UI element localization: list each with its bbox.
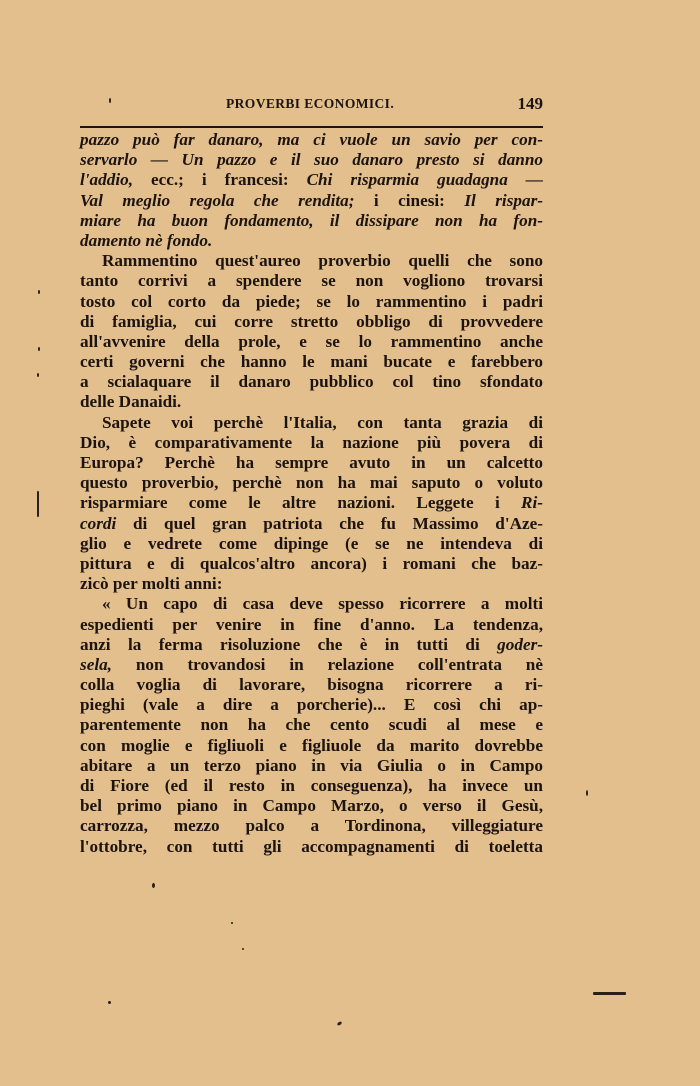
text-line	[80, 514, 543, 534]
text-run: colla voglia di lavorare, bisogna ricorrere a ri-	[80, 675, 543, 695]
scan-speck	[37, 373, 39, 377]
italic-text: sela,	[80, 654, 112, 674]
text-run: di Fiore (ed il resto in conseguenza), ha invece un	[80, 776, 543, 795]
text-line	[80, 837, 543, 857]
text-line	[80, 271, 543, 291]
text-line	[80, 715, 543, 735]
scan-speck	[586, 790, 588, 796]
text-line	[80, 191, 543, 211]
text-line	[80, 372, 543, 392]
italic-text: Il rispar-	[464, 190, 543, 210]
text-run: pieghi (vale a dire a porcherie)... E così chi ap-	[80, 695, 543, 715]
italic-text: Ri-	[521, 493, 543, 513]
text-run: con moglie e figliuoli e figliuole da marito dovrebbe	[80, 735, 543, 755]
text-run: Dio, è comparativamente la nazione più povera di	[80, 432, 543, 452]
text-run: di quel gran patriota che fu Massimo d'Aze-	[116, 513, 543, 533]
scan-speck	[152, 883, 155, 888]
scan-speck	[38, 290, 40, 294]
text-line	[80, 534, 543, 554]
scan-speck	[38, 347, 40, 351]
scan-mark	[593, 992, 626, 995]
text-run: pittura e di qualcos'altro ancora) i romani che baz-	[80, 553, 543, 573]
text-run: zicò per molti anni:	[80, 574, 223, 594]
italic-text: miare ha buon fondamento, il dissipare non ha fon-	[80, 210, 543, 230]
text-run: tanto corrivi a spendere se non vogliono trovarsi	[80, 271, 543, 291]
italic-text: pazzo può far danaro, ma ci vuole un savio per con-	[80, 130, 543, 149]
text-run: ecc.; i francesi:	[133, 170, 307, 190]
italic-text: cordi	[80, 513, 117, 533]
scan-speck	[109, 98, 111, 103]
text-line	[80, 130, 543, 150]
text-line	[80, 796, 543, 816]
scan-speck	[231, 922, 233, 924]
running-head: PROVERBI ECONOMICI.	[226, 96, 395, 111]
scan-speck	[37, 491, 39, 517]
text-run: abitare a un terzo piano in via Giulia o in Campo	[80, 755, 543, 775]
text-run: delle Danaidi.	[80, 392, 182, 412]
text-run: all'avvenire della prole, e se lo rammentino anche	[80, 331, 543, 351]
body-text	[80, 130, 543, 857]
text-run: i cinesi:	[354, 190, 465, 210]
text-run: questo proverbio, perchè non ha mai saputo o voluto	[80, 473, 543, 493]
text-run: glio e vedrete come dipinge (e se ne intendeva di	[80, 533, 543, 553]
scan-speck	[337, 1021, 343, 1026]
italic-text: Chi risparmia guadagna —	[306, 170, 543, 190]
text-run: risparmiare come le altre nazioni. Leggete i	[80, 493, 522, 513]
text-run: « Un capo di casa deve spesso ricorrere a molti	[102, 594, 543, 614]
scan-speck	[242, 948, 244, 950]
text-line	[80, 615, 543, 635]
text-line	[80, 332, 543, 352]
text-run: bel primo piano in Campo Marzo, o verso il Gesù,	[80, 796, 543, 816]
text-run: Sapete voi perchè l'Italia, con tanta grazia di	[102, 412, 543, 432]
text-run: Europa? Perchè ha sempre avuto in un calcetto	[80, 453, 543, 472]
header-rule	[80, 126, 543, 128]
text-line	[80, 816, 543, 836]
text-line	[80, 675, 543, 695]
text-line	[80, 211, 543, 231]
text-line	[80, 736, 543, 756]
text-run: tosto col corto da piede; se lo rammentino i padri	[80, 291, 543, 311]
page-header	[80, 96, 545, 118]
text-run: a scialaquare il danaro pubblico col tino sfondato	[80, 372, 543, 392]
text-line	[80, 756, 543, 776]
text-run: carrozza, mezzo palco a Tordinona, villeggiature	[80, 816, 543, 836]
text-line	[80, 493, 543, 513]
text-run: anzi la ferma risoluzione che è in tutti di	[80, 634, 498, 654]
text-line	[80, 251, 543, 271]
text-line	[80, 231, 543, 251]
italic-text: damento nè fondo.	[80, 230, 213, 250]
text-line	[80, 292, 543, 312]
text-run: espedienti per venire in fine d'anno. La tendenza,	[80, 614, 543, 634]
text-line	[80, 453, 543, 473]
text-line	[80, 574, 543, 594]
italic-text: Val meglio regola che rendita;	[80, 190, 355, 210]
text-line	[80, 695, 543, 715]
text-line	[80, 312, 543, 332]
text-line	[80, 433, 543, 453]
text-line	[80, 554, 543, 574]
text-line	[80, 473, 543, 493]
text-line	[80, 392, 543, 412]
page-number: 149	[517, 94, 543, 113]
text-line	[80, 655, 543, 675]
italic-text: servarlo — Un pazzo e il suo danaro presto si danno	[80, 150, 543, 170]
text-run: di famiglia, cui corre stretto obbligo di provvedere	[80, 311, 543, 331]
italic-text: l'addio,	[80, 170, 133, 190]
text-line	[80, 352, 543, 372]
italic-text: goder-	[497, 634, 543, 654]
scan-speck	[108, 1001, 111, 1004]
text-line	[80, 150, 543, 170]
text-line	[80, 413, 543, 433]
text-run: parentemente non ha che cento scudi al mese e	[80, 715, 543, 735]
text-run: certi governi che hanno le mani bucate e farebbero	[80, 352, 543, 372]
text-line	[80, 776, 543, 796]
text-run: Rammentino quest'aureo proverbio quelli che sono	[102, 251, 543, 271]
text-line	[80, 170, 543, 190]
text-run: l'ottobre, con tutti gli accompagnamenti di toeletta	[80, 836, 543, 856]
text-line	[80, 594, 543, 614]
text-run: non trovandosi in relazione coll'entrata nè	[111, 654, 543, 674]
text-line	[80, 635, 543, 655]
